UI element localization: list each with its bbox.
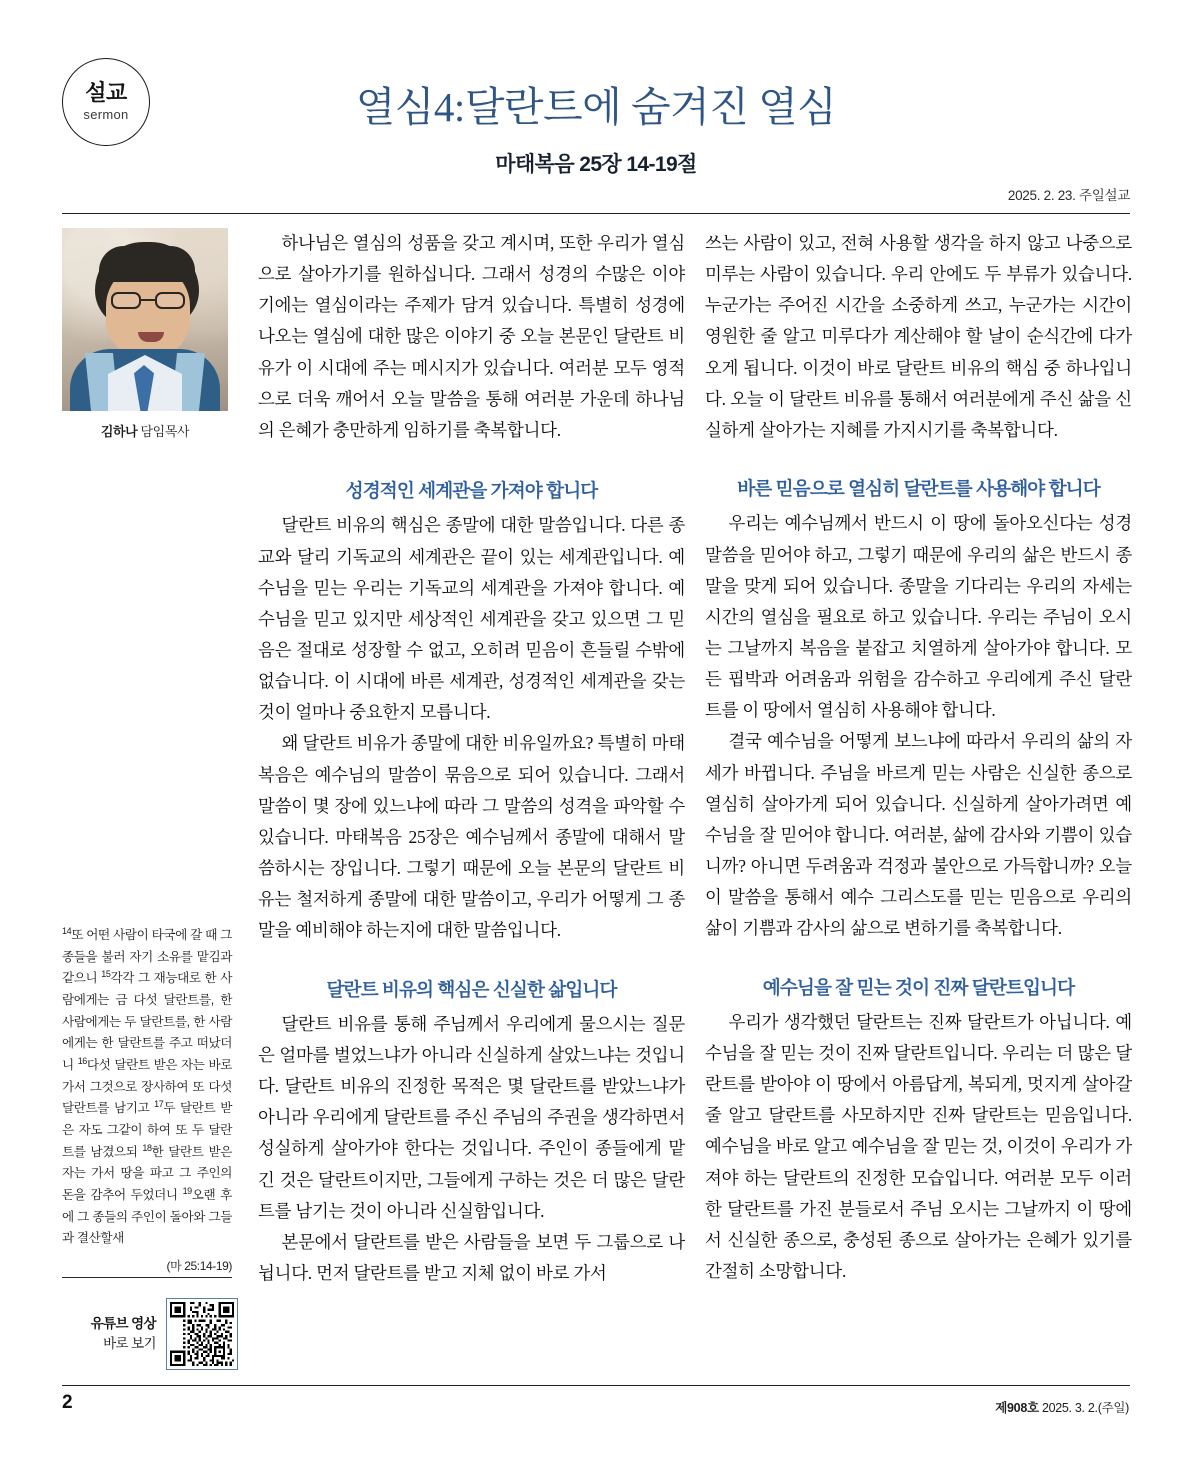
glasses-bridge	[141, 299, 155, 301]
page-title: 열심4:달란트에 숨겨진 열심	[355, 84, 837, 130]
glasses-right-lens	[155, 292, 185, 309]
verse-number-18: 18	[142, 1142, 152, 1153]
verse-number-15: 15	[101, 969, 111, 980]
portrait-hair-front	[99, 246, 195, 282]
glasses-left-lens	[111, 292, 141, 309]
sermon-stamp-english-label: sermon	[83, 106, 129, 122]
paragraph-continued: 쓰는 사람이 있고, 전혀 사용할 생각을 하지 않고 나중으로 미루는 사람이 있습니다. 우리 안에도 두 부류가 있습니다. 누군가는 주어진 시간을 소중하게 쓰고, 누군가는 시간이 영원한 줄 알고 미루다가 계산해야 할 날이 순식간에 다가오게 됩니다. 이것이 바로 달란트 비유의 핵심 중 하나입니다. 오늘 이 달란트 비유를 통해서 여러분에게 주신 삶을 신실하게 살아가는 지혜를 가지시기를 축복합니다.	[705, 233, 1132, 440]
title-block	[62, 79, 1130, 178]
section-heading-4: 예수님을 잘 믿는 것이 진짜 달란트입니다	[762, 976, 1075, 998]
paragraph: 본문에서 달란트를 받은 사람들을 보면 두 그룹으로 나뉩니다. 먼저 달란트를 받고 지체 없이 바로 가서	[258, 1231, 685, 1284]
pastor-name-caption	[62, 421, 228, 440]
header-divider	[62, 213, 1130, 214]
issue-info	[995, 1398, 1129, 1416]
sermon-date: 2025. 2. 23. 주일설교	[1007, 188, 1130, 203]
qr-code-image	[170, 1302, 234, 1366]
pastor-name: 김하나	[100, 424, 138, 439]
scripture-reference-subtitle: 마태복음 25장 14-19절	[495, 153, 697, 177]
youtube-label	[91, 1314, 156, 1355]
youtube-label-line2: 바로 보기	[103, 1336, 156, 1351]
qr-code[interactable]	[166, 1298, 238, 1370]
verse-number-16: 16	[77, 1055, 87, 1066]
paragraph: 달란트 비유의 핵심은 종말에 대한 말씀입니다. 다른 종교와 달리 기독교의 세계관은 끝이 있는 세계관입니다. 예수님을 믿는 우리는 기독교의 세계관을 가져야 합니다. 예수님을 믿고 있지만 세상적인 세계관을 갖고 있으면 그 믿음은 절대로 성장할 수 없고, 오히려 믿음이 흔들릴 수밖에 없습니다. 이 시대에 바른 세계관, 성경적인 세계관을 갖는 것이 얼마나 중요한지 모릅니다.	[258, 515, 685, 723]
issue-number: 제908호	[995, 1401, 1039, 1415]
section-heading-3: 바른 믿음으로 열심히 달란트를 사용해야 합니다	[737, 478, 1100, 500]
youtube-link-block[interactable]	[62, 1296, 238, 1372]
paragraph: 결국 예수님을 어떻게 보느냐에 따라서 우리의 삶의 자세가 바뀝니다. 주님을 바르게 믿는 사람은 신실한 종으로 열심히 살아가게 되어 있습니다. 신실하게 살아가려면 예수님을 잘 믿어야 합니다. 여러분, 삶에 감사와 기쁨이 있습니까? 아니면 두려움과 걱정과 불안으로 가득합니까? 오늘 이 말씀을 통해서 예수 그리스도를 믿는 믿음으로 우리의 삶이 기쁨과 감사의 삶으로 변하기를 축복합니다.	[705, 731, 1132, 939]
paragraph: 달란트 비유를 통해 주님께서 우리에게 물으시는 질문은 얼마를 벌었느냐가 아니라 신실하게 살았느냐는 것입니다. 달란트 비유의 진정한 목적은 몇 달란트를 받았느냐가 아니라 우리에게 달란트를 주신 주님의 주권을 생각하면서 성실하게 살아가야 한다는 것입니다. 주인이 종들에게 맡긴 것은 달란트이지만, 그들에게 구하는 것은 더 많은 달란트를 남기는 것이 아니라 신실함입니다.	[258, 1013, 685, 1221]
section-heading-2: 달란트 비유의 핵심은 신실한 삶입니다	[326, 978, 617, 1000]
scripture-citation: (마 25:14-19)	[166, 1258, 232, 1273]
paragraph: 왜 달란트 비유가 종말에 대한 비유일까요? 특별히 마태복음은 예수님의 말씀이 묶음으로 되어 있습니다. 그래서 말씀이 몇 장에 있느냐에 따라 그 말씀의 성격을 파악할 수 있습니다. 마태복음 25장은 예수님께서 종말에 대해서 말씀하시는 장입니다. 그렇기 때문에 오늘 본문의 달란트 비유는 철저하게 종말에 대한 말씀이고, 우리가 어떻게 그 종말을 예비해야 하는지에 대한 말씀입니다.	[258, 733, 685, 941]
section-heading-1: 성경적인 세계관을 가져야 합니다	[345, 480, 598, 502]
portrait-glasses	[111, 292, 185, 309]
verse-number-17: 17	[154, 1099, 164, 1110]
youtube-label-line1: 유튜브 영상	[90, 1315, 156, 1331]
masthead	[62, 46, 1130, 206]
left-rail	[62, 228, 228, 440]
article-column-1	[258, 228, 685, 1289]
paragraph: 우리가 생각했던 달란트는 진짜 달란트가 아닙니다. 예수님을 잘 믿는 것이 진짜 달란트입니다. 우리는 더 많은 달란트를 받아야 이 땅에서 아름답게, 복되게, 멋지게 살아갈 줄 알고 달란트를 사모하지만 진짜 달란트는 믿음입니다. 예수님을 바로 알고 예수님을 잘 믿는 것, 이것이 우리가 가져야 하는 달란트의 진정한 모습입니다. 여러분 모두 이러한 달란트를 가진 분들로서 주님 오시는 그날까지 이 땅에서 신실한 종으로, 충성된 종으로 살아가는 은혜가 있기를 간절히 소망합니다.	[705, 1011, 1132, 1282]
sermon-stamp-korean-label: 설교	[85, 79, 127, 105]
scripture-passage-text: $^{14}$또 어떤 사람이 타국에 갈 때 그 종들을 불러 자기 소유를 맡김과 같으니 $^{15}$각각 그 재능대로 한 사람에게는 금 다섯 달란트를, 한 사람에게는 두 달란트를, 한 사람에게는 한 달란트를 주고 떠났더니 $^{16}$다섯 달란트 받은 자는 바로 가서 그것으로 장사하여 또 다섯 달란트를 남기고 $^{17}$두 달란트 받은 자도 그같이 하여 또 두 달란트를 남겼으되 $^{18}$한 달란트 받은 자는 가서 땅을 파고 그 주인의 돈을 감추어 두었더니 $^{19}$오랜 후에 그 종들의 주인이 돌아와 그들과 결산할새	[62, 925, 232, 1246]
footer-divider	[62, 1385, 1130, 1386]
scripture-passage-block	[62, 925, 232, 1276]
paragraph: 하나님은 열심의 성품을 갖고 계시며, 또한 우리가 열심으로 살아가기를 원하십니다. 그래서 성경의 수많은 이야기에는 열심이라는 주제가 담겨 있습니다. 특별히 성경에 나오는 열심에 대한 많은 이야기 중 오늘 본문인 달란트 비유가 이 시대에 주는 메시지가 있습니다. 여러분 모두 영적으로 더욱 깨어서 오늘 말씀을 통해 여러분 가운데 하나님의 은혜가 충만하게 임하기를 축복합니다.	[258, 233, 685, 440]
pastor-role: 담임목사	[137, 424, 190, 439]
verse-number-14: 14	[62, 925, 72, 936]
verse-number-19: 19	[182, 1185, 192, 1196]
article-column-2	[705, 228, 1132, 1287]
paragraph: 우리는 예수님께서 반드시 이 땅에 돌아오신다는 성경 말씀을 믿어야 하고, 그렇기 때문에 우리의 삶은 반드시 종말을 맞게 되어 있습니다. 종말을 기다리는 우리의 자세는 시간의 열심을 필요로 하고 있습니다. 우리는 주님이 오시는 그날까지 복음을 붙잡고 치열하게 살아가야 합니다. 모든 핍박과 어려움과 위험을 감수하고 우리에게 주신 달란트를 이 땅에서 열심히 사용해야 합니다.	[705, 513, 1132, 721]
issue-date: 2025. 3. 2.(주일)	[1038, 1401, 1129, 1415]
rail-divider	[62, 1277, 232, 1278]
pastor-portrait-photo	[62, 228, 228, 411]
page-number: 2	[62, 1392, 73, 1413]
